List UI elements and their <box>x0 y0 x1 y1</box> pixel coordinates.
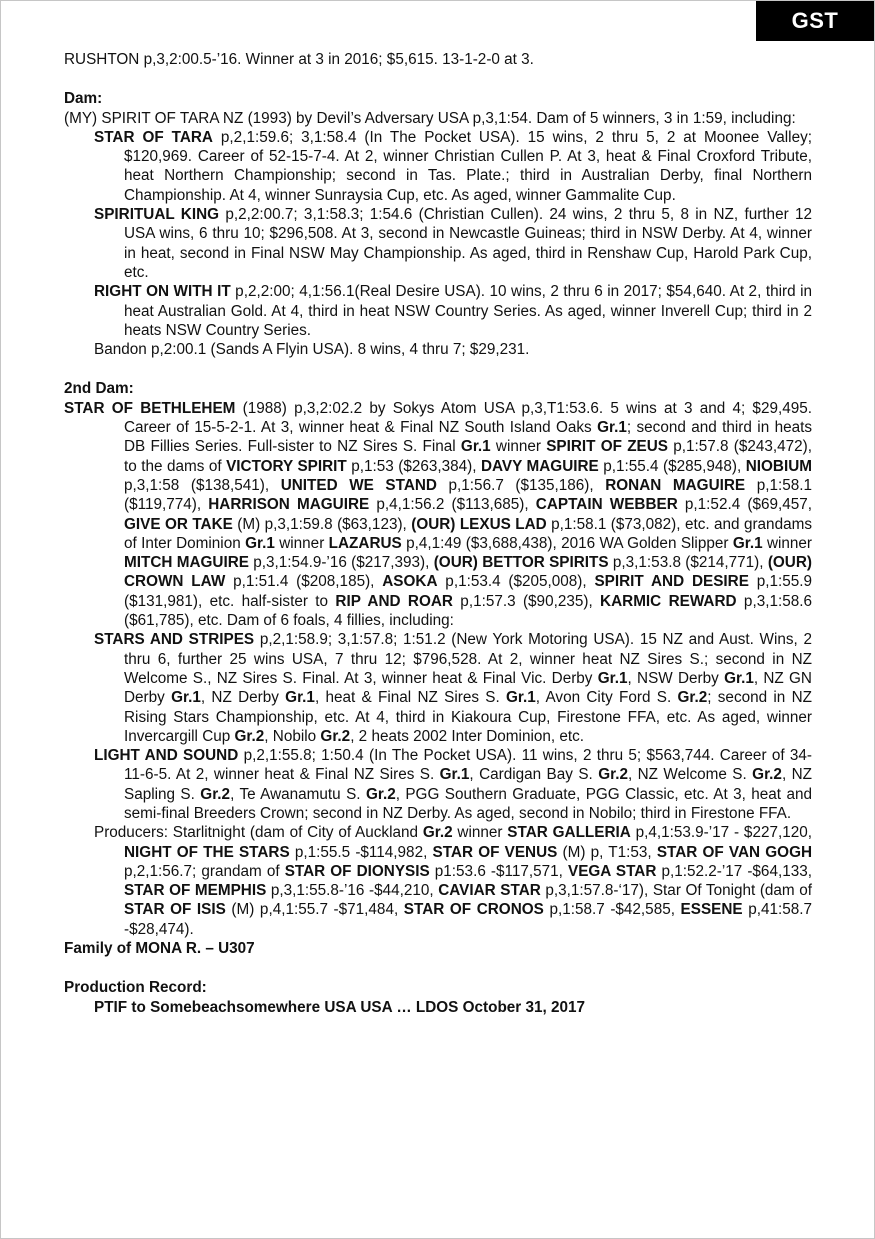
entry-stars-and-stripes: STARS AND STRIPES p,2,1:58.9; 3,1:57.8; 1:51.2 (New York Motoring USA). 15 NZ and Aust. Wins, 2 thru 6, further 25 wins USA, 7 thru 12; $796,528. At 2, winner heat NZ Sires S.; second in NZ Welcome S., NZ Sires S. Final. At 3, winner heat & Final Vic. Derby Gr.1, NSW Derby Gr.1, NZ GN Derby Gr.1, NZ Derby Gr.1, heat & Final NZ Sires S. Gr.1, Avon City Ford S. Gr.2; second in NZ Rising Stars Championship, etc. At 4, third in Kiakoura Cup, Firestone FFA, etc. As aged, winner Invercargill Cup Gr.2, Nobilo Gr.2, 2 heats 2002 Inter Dominion, etc. <box>94 631 812 745</box>
producers-paragraph: Producers: Starlitnight (dam of City of Auckland Gr.2 winner STAR GALLERIA p,4,1:53.9-’17 - $227,120, NIGHT OF THE STARS p,1:55.5 -$114,982, STAR OF VENUS (M) p, T1:53, STAR OF VAN GOGH p,2,1:56.7; grandam of STAR OF DIONYSIS p1:53.6 -$117,571, VEGA STAR p,1:52.2-’17 -$64,133, STAR OF MEMPHIS p,3,1:55.8-’16 -$44,210, CAVIAR STAR p,3,1:57.8-‘17), Star Of Tonight (dam of STAR OF ISIS (M) p,4,1:55.7 -$71,484, STAR OF CRONOS p,1:58.7 -$42,585, ESSENE p,41:58.7 -$28,474). <box>94 824 813 938</box>
dam-heading: Dam: <box>64 90 103 108</box>
entry-light-and-sound: LIGHT AND SOUND p,2,1:55.8; 1:50.4 (In The Pocket USA). 11 wins, 2 thru 5; $563,744. Career of 34-11-6-5. At 2, winner heat & Final NZ Sires S. Gr.1, Cardigan Bay S. Gr.2, NZ Welcome S. Gr.2, NZ Sapling S. Gr.2, Te Awanamutu S. Gr.2, PGG Southern Graduate, PGG Classic, etc. At 3, heat and semi-final Breeders Crown; second in NZ Derby. As aged, second in Nobilo; third in Firestone FFA. <box>94 747 812 822</box>
rushton-record-line: RUSHTON p,3,2:00.5-’16. Winner at 3 in 2016; $5,615. 13-1-2-0 at 3. <box>64 51 534 68</box>
entry-bandon: Bandon p,2:00.1 (Sands A Flyin USA). 8 wins, 4 thru 7; $29,231. <box>94 341 530 359</box>
production-record-heading: Production Record: <box>64 979 207 997</box>
entry-spiritual-king: SPIRITUAL KING p,2,2:00.7; 3,1:58.3; 1:54.6 (Christian Cullen). 24 wins, 2 thru 5, 8 in NZ, further 12 USA wins, 6 thru 10; $296,508. At 3, second in Newcastle Guineas; third in NSW Derby. At 4, winner in heat, second in Final NSW May Championship. As aged, third in Renshaw Cup, Harold Park Cup, etc. <box>94 206 812 281</box>
entry-right-on-with-it: RIGHT ON WITH IT p,2,2:00; 4,1:56.1(Real Desire USA). 10 wins, 2 thru 6 in 2017; $54,640. At 2, third in heat Australian Gold. At 4, third in heat NSW Country Series. As aged, winner Inverell Cup; third in 2 heats NSW Country Series. <box>94 283 812 339</box>
gst-badge: GST <box>756 1 874 41</box>
section-gap <box>64 958 812 978</box>
entry-star-of-tara: STAR OF TARA p,2,1:59.6; 3,1:58.4 (In The Pocket USA). 15 wins, 2 thru 5, 2 at Moonee Valley; $120,969. Career of 52-15-7-4. At 2, winner Christian Cullen P. At 3, heat & Final Croxford Tribute, heat Northern Championship; second in Tas. Plate.; third in Australian Derby, final Northern Championship. At 4, winner Sunraysia Cup, etc. As aged, winner Gammalite Cup. <box>94 128 812 204</box>
family-line: Family of MONA R. – U307 <box>64 940 255 958</box>
ptif-line: PTIF to Somebeachsomewhere USA USA … LDOS October 31, 2017 <box>94 998 586 1016</box>
section-gap <box>64 69 812 89</box>
dam-paragraph: (MY) SPIRIT OF TARA NZ (1993) by Devil’s Adversary USA p,3,1:54. Dam of 5 winners, 3 in 1:59, including: <box>64 109 796 127</box>
section-gap <box>64 359 812 379</box>
pedigree-text <box>1 1 874 1017</box>
second-dam-heading: 2nd Dam: <box>64 380 134 398</box>
entry-star-of-bethlehem: STAR OF BETHLEHEM (1988) p,3,2:02.2 by Sokys Atom USA p,3,T1:53.6. 5 wins at 3 and 4; $29,495. Career of 15-5-2-1. At 3, winner heat & Final NZ South Island Oaks Gr.1; second and third in heats DB Fillies Series. Full-sister to NZ Sires S. Final Gr.1 winner SPIRIT OF ZEUS p,1:57.8 ($243,472), to the dams of VICTORY SPIRIT p,1:53 ($263,384), DAVY MAGUIRE p,1:55.4 ($285,948), NIOBIUM p,3,1:58 ($138,541), UNITED WE STAND p,1:56.7 ($135,186), RONAN MAGUIRE p,1:58.1 ($119,774), HARRISON MAGUIRE p,4,1:56.2 ($113,685), CAPTAIN WEBBER p,1:52.4 ($69,457, GIVE OR TAKE (M) p,3,1:59.8 ($63,123), (OUR) LEXUS LAD p,1:58.1 ($73,082), etc. and grandams of Inter Dominion Gr.1 winner LAZARUS p,4,1:49 ($3,688,438), 2016 WA Golden Slipper Gr.1 winner MITCH MAGUIRE p,3,1:54.9-’16 ($217,393), (OUR) BETTOR SPIRITS p,3,1:53.8 ($214,771), (OUR) CROWN LAW p,1:51.4 ($208,185), ASOKA p,1:53.4 ($205,008), SPIRIT AND DESIRE p,1:55.9 ($131,981), etc. half-sister to RIP AND ROAR p,1:57.3 ($90,235), KARMIC REWARD p,3,1:58.6 ($61,785), etc. Dam of 6 foals, 4 fillies, including: <box>64 399 813 630</box>
